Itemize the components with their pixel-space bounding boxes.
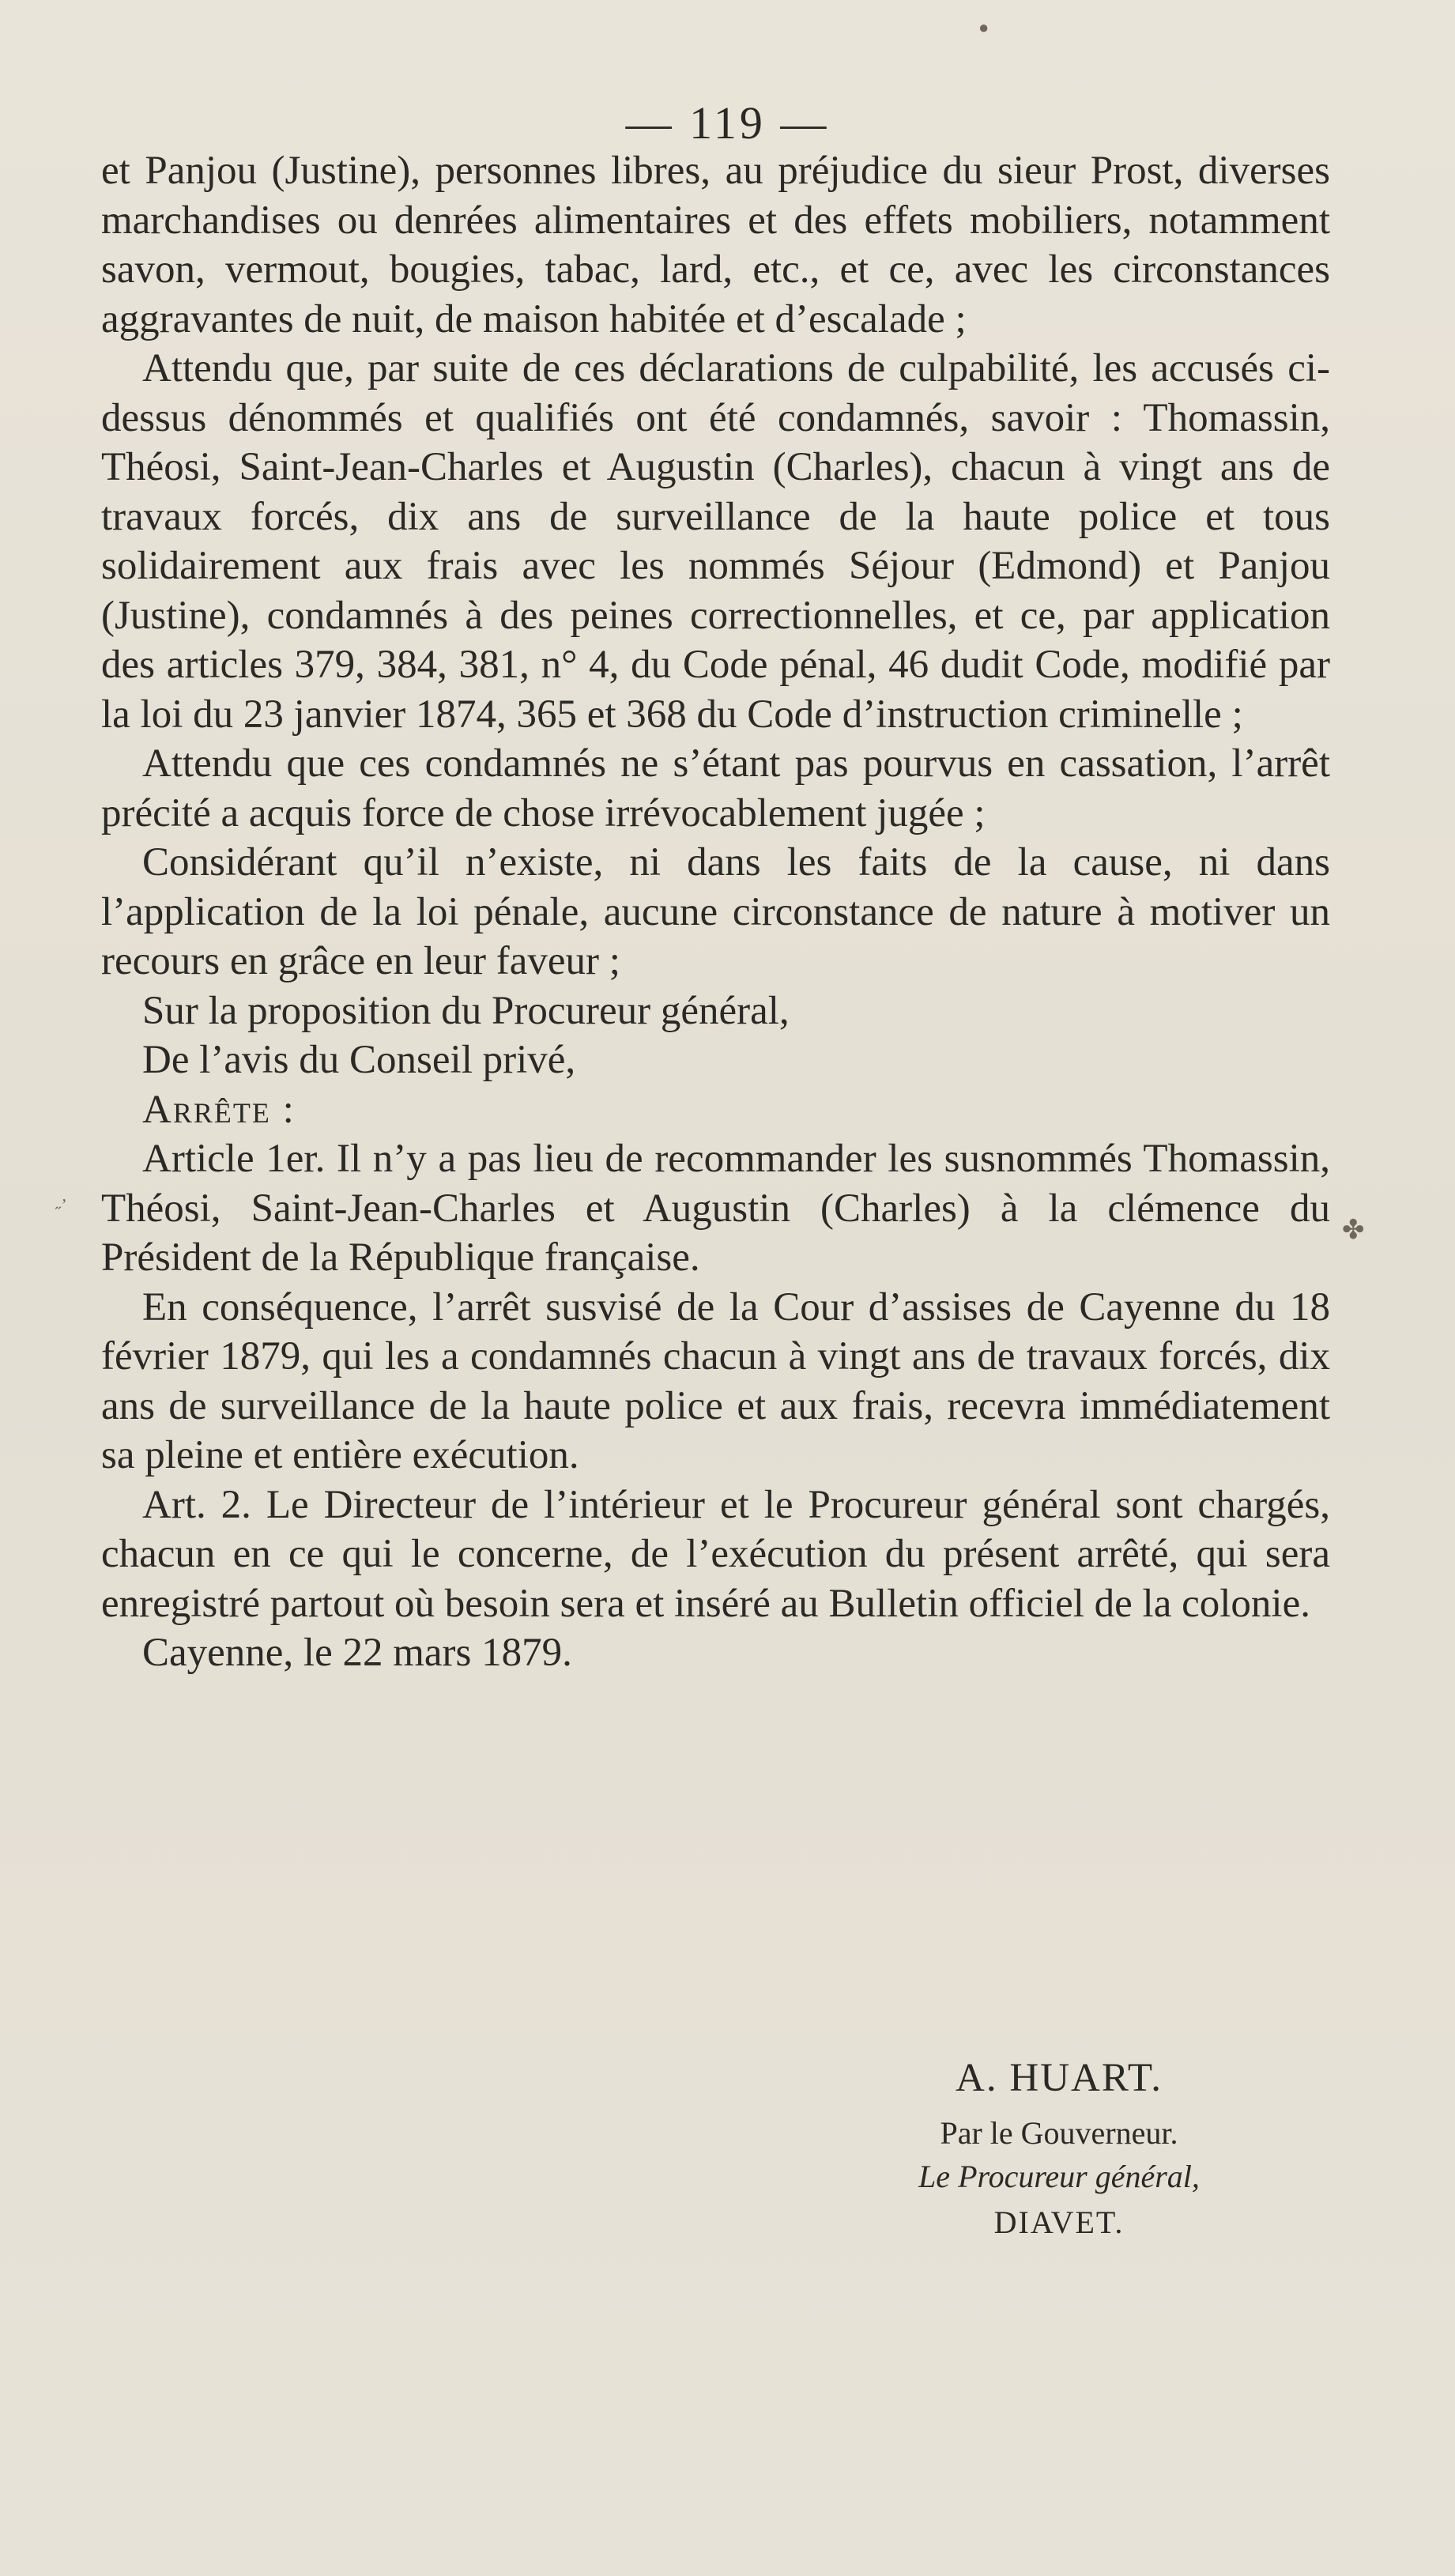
signature-countersign: DIAVET. <box>993 2204 1125 2240</box>
paragraph-avis: De l’avis du Conseil privé, <box>142 1038 576 1082</box>
paragraph-attendu-culpabilite: Attendu que, par suite de ces déclarations de culpabilité, les accusés ci-dessus dénommés et qualifiés ont été condamnés, savoir : Thomassin, Théosi, Saint-Jean-Charles et Augustin (Charles), chacun à vingt ans de travaux forcés, dix ans de surveillance de la haute police et tous solidairement aux frais avec les nommés Séjour (Edmond) et Panjou (Justine), condamnés à des peines correctionnelles, et ce, par application des articles 379, 384, 381, n° 4, du Code pénal, 46 dudit Code, modifié par la loi du 23 janvier 1874, 365 et 368 du Code d’instruction criminelle ; <box>101 346 1330 737</box>
paragraph-consequence: En conséquence, l’arrêt susvisé de la Cour d’assises de Cayenne du 18 février 1879, qui les a condamnés chacun à vingt ans de travaux forcés, dix ans de surveillance de la haute police et aux frais, recevra immédiatement sa pleine et entière exécution. <box>101 1284 1330 1477</box>
paragraph-arrete: Arrête : <box>142 1087 296 1132</box>
paragraph-date-place: Cayenne, le 22 mars 1879. <box>142 1631 572 1675</box>
page-number-header: — 119 — <box>625 97 830 149</box>
signature-title: Le Procureur général, <box>918 2159 1200 2194</box>
margin-mark: ˶ʼ <box>55 1195 67 1215</box>
paragraph-article-2: Art. 2. Le Directeur de l’intérieur et le Procureur général sont chargés, chacun en ce qui le concerne, de l’exécution du présent arrêté, qui sera enregistré partout où besoin sera et inséré au Bulletin officiel de la colonie. <box>101 1482 1330 1626</box>
paragraph-continuation: et Panjou (Justine), personnes libres, au préjudice du sieur Prost, diverses marchandises ou denrées alimentaires et des effets mobiliers, notamment savon, vermout, bougies, tabac, lard, etc., et ce, avec les circonstances aggravantes de nuit, de maison habitée et d’escalade ; <box>101 149 1330 341</box>
paragraph-article-1: Article 1er. Il n’y a pas lieu de recommander les susnommés Thomassin, Théosi, Saint-Jean-Charles et Augustin (Charles) à la clémence du Président de la République française. <box>101 1137 1330 1280</box>
signature-by-governor: Par le Gouverneur. <box>940 2115 1178 2151</box>
ink-speck: ● <box>978 17 989 37</box>
margin-mark: ✤ <box>1342 1216 1365 1245</box>
paragraph-proposition: Sur la proposition du Procureur général, <box>142 988 790 1033</box>
body-text <box>101 146 1330 1678</box>
paragraph-considerant: Considérant qu’il n’existe, ni dans les faits de la cause, ni dans l’application de la loi pénale, aucune circonstance de nature à motiver un recours en grâce en leur faveur ; <box>101 840 1330 983</box>
paragraph-attendu-cassation: Attendu que ces condamnés ne s’étant pas pourvus en cassation, l’arrêt précité a acquis force de chose irrévocablement jugée ; <box>101 741 1330 835</box>
signature-name: A. HUART. <box>956 2056 1163 2100</box>
